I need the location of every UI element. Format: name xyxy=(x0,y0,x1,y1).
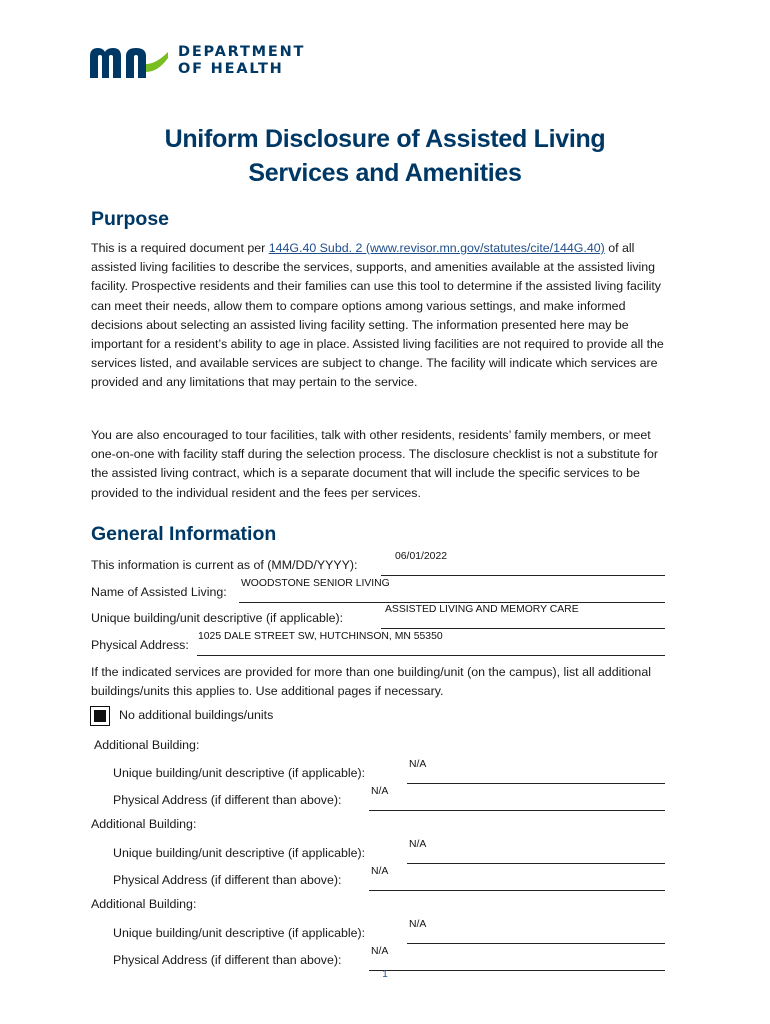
additional-building-1-heading: Additional Building: xyxy=(94,738,200,752)
additional-building-3-unit-line xyxy=(407,943,665,944)
additional-building-3-unit-field xyxy=(113,920,665,940)
physical-address-label: Physical Address: xyxy=(91,638,189,652)
additional-building-2-address-field xyxy=(113,867,665,887)
facility-name-field xyxy=(91,579,665,599)
physical-address-line xyxy=(197,655,665,656)
statute-link[interactable]: 144G.40 Subd. 2 (www.revisor.mn.gov/statutes/cite/144G.40) xyxy=(268,241,605,255)
facility-name-label: Name of Assisted Living: xyxy=(91,585,227,599)
mn-logo-icon xyxy=(90,44,170,80)
page-title xyxy=(0,122,770,190)
additional-building-1-address-label: Physical Address (if different than above): xyxy=(113,793,342,807)
additional-building-1-unit-field xyxy=(113,760,665,780)
additional-building-2-address-value[interactable]: N/A xyxy=(371,866,389,877)
page-number: 1 xyxy=(382,969,388,980)
no-additional-buildings-checkbox[interactable] xyxy=(90,706,110,726)
purpose-para1-prefix: This is a required document per xyxy=(91,241,269,255)
checkbox-checked-mark xyxy=(94,710,106,722)
purpose-heading: Purpose xyxy=(91,208,170,230)
logo-line-1: DEPARTMENT xyxy=(178,44,306,60)
additional-building-2-unit-label: Unique building/unit descriptive (if applicable): xyxy=(113,846,366,860)
no-additional-buildings-label: No additional buildings/units xyxy=(119,708,274,722)
general-info-heading: General Information xyxy=(91,523,277,545)
additional-building-1-address-value[interactable]: N/A xyxy=(371,786,389,797)
logo-line-2: OF HEALTH xyxy=(178,61,284,77)
additional-building-1-unit-value[interactable]: N/A xyxy=(409,759,427,770)
current-as-of-line xyxy=(381,575,665,576)
unit-descriptive-label: Unique building/unit descriptive (if applicable): xyxy=(91,611,344,625)
additional-building-3-address-value[interactable]: N/A xyxy=(371,946,389,957)
current-as-of-field xyxy=(91,552,665,572)
physical-address-value[interactable]: 1025 DALE STREET SW, HUTCHINSON, MN 55350 xyxy=(198,631,443,642)
facility-name-line xyxy=(239,602,665,603)
additional-building-3-unit-label: Unique building/unit descriptive (if applicable): xyxy=(113,926,366,940)
title-line-1: Uniform Disclosure of Assisted Living xyxy=(164,125,606,153)
title-line-2: Services and Amenities xyxy=(248,159,522,187)
additional-building-2-unit-value[interactable]: N/A xyxy=(409,839,427,850)
multi-building-instructions: If the indicated services are provided for more than one building/unit (on the campus), list all additional buildings/units this applies to. Use additional pages if necessary. xyxy=(91,665,651,699)
unit-descriptive-value[interactable]: ASSISTED LIVING AND MEMORY CARE xyxy=(385,604,579,615)
current-as-of-label: This information is current as of (MM/DD/YYYY): xyxy=(91,558,358,572)
additional-building-2-address-line xyxy=(369,890,665,891)
facility-name-value[interactable]: WOODSTONE SENIOR LIVING xyxy=(241,578,390,589)
logo-wordmark xyxy=(178,44,305,78)
additional-building-1-unit-line xyxy=(407,783,665,784)
additional-building-3-address-field xyxy=(113,947,665,967)
additional-building-1-unit-label: Unique building/unit descriptive (if applicable): xyxy=(113,766,366,780)
unit-descriptive-field xyxy=(91,605,665,625)
additional-building-2-unit-line xyxy=(407,863,665,864)
purpose-paragraph-1 xyxy=(91,239,673,393)
current-as-of-value[interactable]: 06/01/2022 xyxy=(395,551,448,562)
additional-building-1-address-field xyxy=(113,787,665,807)
purpose-paragraph-2: You are also encouraged to tour facilities, talk with other residents, residents’ family members, or meet one-on-one with facility staff during the selection process. The disclosure checklist is not a substitute for the assisted living contract, which is a separate document that will include the specific services to be provided to the individual resident and the fees per services. xyxy=(91,428,659,500)
additional-building-2-address-label: Physical Address (if different than above): xyxy=(113,873,342,887)
additional-building-3-address-label: Physical Address (if different than above): xyxy=(113,953,342,967)
additional-building-1-address-line xyxy=(369,810,665,811)
physical-address-field xyxy=(91,632,665,652)
additional-building-3-unit-value[interactable]: N/A xyxy=(409,919,427,930)
additional-building-2-unit-field xyxy=(113,840,665,860)
purpose-para1-rest: of all assisted living facilities to describe the services, supports, and amenities available at the assisted living facility. Prospective residents and their families can use this tool to determine if the assisted living facility can meet their needs, allow them to compare options among various settings, and make informed decisions about selecting an assisted living facility setting. The information presented here may be important for a resident’s ability to age in place. Assisted living facilities are not required to provide all the services listed, and available services are subject to change. The facility will indicate which services are provided and any limitations that may pertain to the service. xyxy=(91,241,664,390)
additional-building-2-heading: Additional Building: xyxy=(91,817,197,831)
additional-building-3-heading: Additional Building: xyxy=(91,897,197,911)
unit-descriptive-line xyxy=(381,628,665,629)
